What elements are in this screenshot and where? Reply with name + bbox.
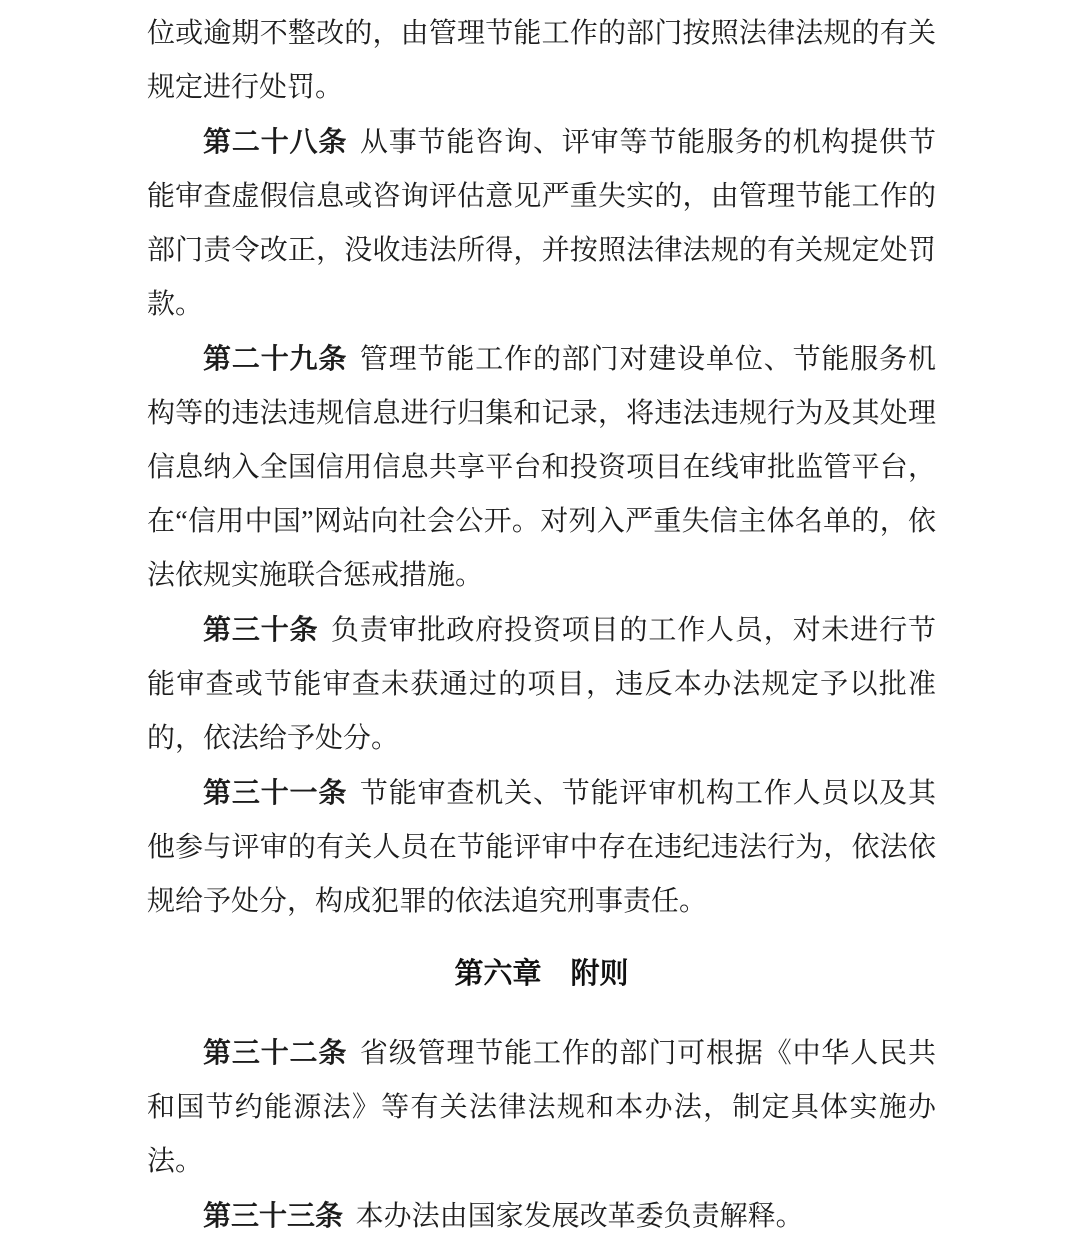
article-paragraph-32 — [147, 1026, 936, 1189]
article-number: 第二十九条 — [203, 342, 348, 375]
paragraph-text: 从事节能咨询、评审等节能服务的机构提供节能审查虚假信息或咨询评估意见严重失实的，由管理节能工作的部门责令改正，没收违法所得，并按照法律法规的有关规定处罚款。 — [147, 127, 936, 320]
paragraph-text: 本办法由国家发展改革委负责解释。 — [355, 1201, 804, 1232]
article-paragraph-30 — [147, 603, 936, 766]
paragraph-text: 负责审批政府投资项目的工作人员，对未进行节能审查或节能审查未获通过的项目，违反本办法规定予以批准的，依法给予处分。 — [147, 615, 936, 754]
paragraph-text: 节能审查机关、节能评审机构工作人员以及其他参与评审的有关人员在节能评审中存在违纪违法行为，依法依规给予处分，构成犯罪的依法追究刑事责任。 — [147, 778, 936, 917]
article-number: 第三十一条 — [203, 776, 348, 809]
paragraph-text: 省级管理节能工作的部门可根据《中华人民共和国节约能源法》等有关法律法规和本办法，制定具体实施办法。 — [147, 1038, 936, 1177]
paragraph-text: 位或逾期不整改的，由管理节能工作的部门按照法律法规的有关规定进行处罚。 — [147, 18, 936, 103]
article-paragraph-33 — [147, 1189, 936, 1244]
article-number: 第二十八条 — [203, 125, 348, 158]
article-paragraph-28 — [147, 115, 936, 332]
article-paragraph-29 — [147, 332, 936, 603]
article-number: 第三十条 — [203, 613, 319, 646]
article-number: 第三十三条 — [203, 1199, 344, 1232]
continuation-paragraph — [147, 7, 936, 115]
article-paragraph-31 — [147, 766, 936, 929]
paragraph-text: 管理节能工作的部门对建设单位、节能服务机构等的违法违规信息进行归集和记录，将违法违规行为及其处理信息纳入全国信用信息共享平台和投资项目在线审批监管平台，在“信用中国”网站向社会公开。对列入严重失信主体名单的，依法依规实施联合惩戒措施。 — [147, 344, 936, 591]
article-number: 第三十二条 — [203, 1036, 348, 1069]
chapter-heading: 第六章 附则 — [454, 956, 629, 990]
